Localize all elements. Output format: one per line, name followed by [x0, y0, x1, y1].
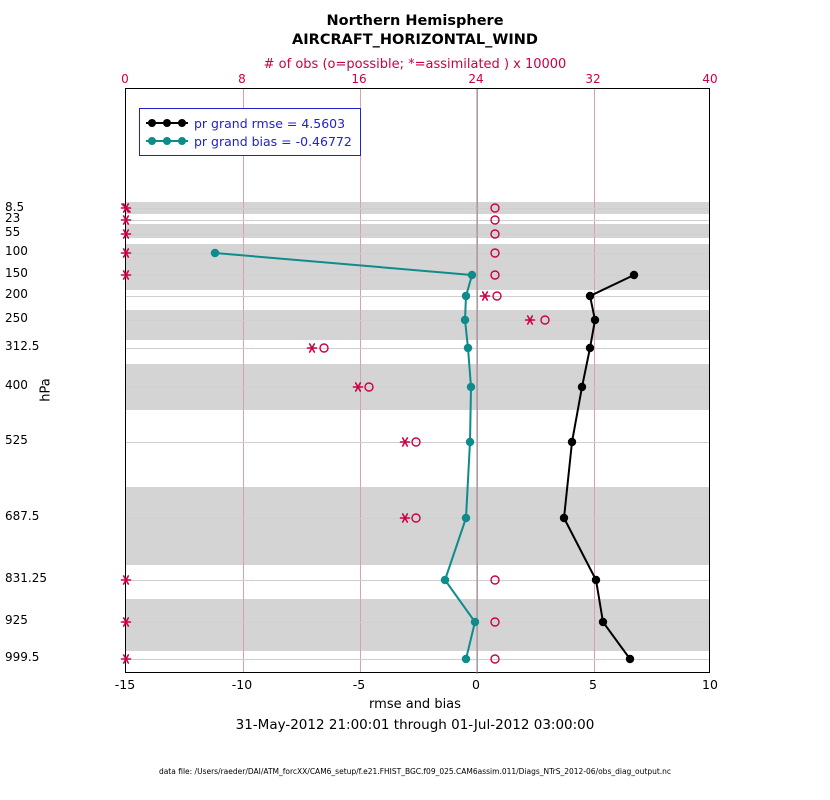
data-file-label: data file: /Users/raeder/DAI/ATM_forcXX/CAM6_setup/f.e21.FHIST_BGC.f09_025.CAM6assim.011/Diags_NTrS_2012-06/obs_diag_output.nc — [158, 767, 672, 776]
bottom-tick-5: 10 — [702, 677, 718, 692]
legend-marker-rmse — [146, 117, 188, 129]
bottom-tick-3: 0 — [472, 677, 480, 692]
y-tick-12: 925 — [5, 613, 28, 627]
legend-label-rmse: pr grand rmse = 4.5603 — [194, 115, 346, 131]
series-rmse — [560, 271, 638, 663]
series-obs-possible — [320, 204, 549, 663]
top-tick-0: 0 — [121, 72, 129, 86]
y-tick-3: 100 — [5, 244, 28, 258]
legend-marker-bias — [146, 135, 188, 147]
top-tick-5: 40 — [702, 72, 718, 86]
top-tick-3: 24 — [468, 72, 484, 86]
bottom-tick-1: -10 — [231, 677, 253, 692]
plot-area — [125, 88, 710, 673]
y-tick-6: 250 — [5, 311, 28, 325]
legend — [139, 108, 361, 156]
top-tick-1: 8 — [238, 72, 246, 86]
y-tick-13: 999.5 — [5, 650, 40, 664]
chart-title-line2: AIRCRAFT_HORIZONTAL_WIND — [292, 32, 538, 48]
chart-title-line1: Northern Hemisphere — [326, 13, 504, 29]
series-layer — [126, 89, 711, 674]
y-tick-8: 400 — [5, 378, 28, 392]
top-tick-2: 16 — [351, 72, 367, 86]
y-tick-11: 831.25 — [5, 571, 47, 585]
y-axis-label: hPa — [38, 378, 54, 402]
y-tick-0: 8.5 — [5, 200, 25, 214]
chart-title — [0, 12, 830, 50]
y-axis-ticks — [0, 0, 120, 800]
y-tick-1: 23 — [5, 211, 21, 225]
date-range-label: 31-May-2012 21:00:01 through 01-Jul-2012 03:00:00 — [235, 717, 595, 733]
y-tick-7: 312.5 — [5, 339, 40, 353]
top-tick-4: 32 — [585, 72, 601, 86]
y-tick-10: 687.5 — [5, 509, 40, 523]
y-tick-5: 200 — [5, 287, 28, 301]
bottom-tick-2: -5 — [352, 677, 366, 692]
legend-item-bias — [146, 132, 352, 150]
y-tick-9: 525 — [5, 433, 28, 447]
legend-item-rmse — [146, 114, 352, 132]
y-tick-4: 150 — [5, 266, 28, 280]
bottom-tick-0: -15 — [114, 677, 136, 692]
top-axis-title: # of obs (o=possible; *=assimilated ) x 10000 — [263, 57, 567, 72]
bottom-tick-4: 5 — [589, 677, 597, 692]
y-tick-2: 55 — [5, 225, 21, 239]
series-bias — [211, 249, 479, 663]
x-axis-label: rmse and bias — [369, 697, 461, 712]
legend-label-bias: pr grand bias = -0.46772 — [194, 133, 352, 149]
